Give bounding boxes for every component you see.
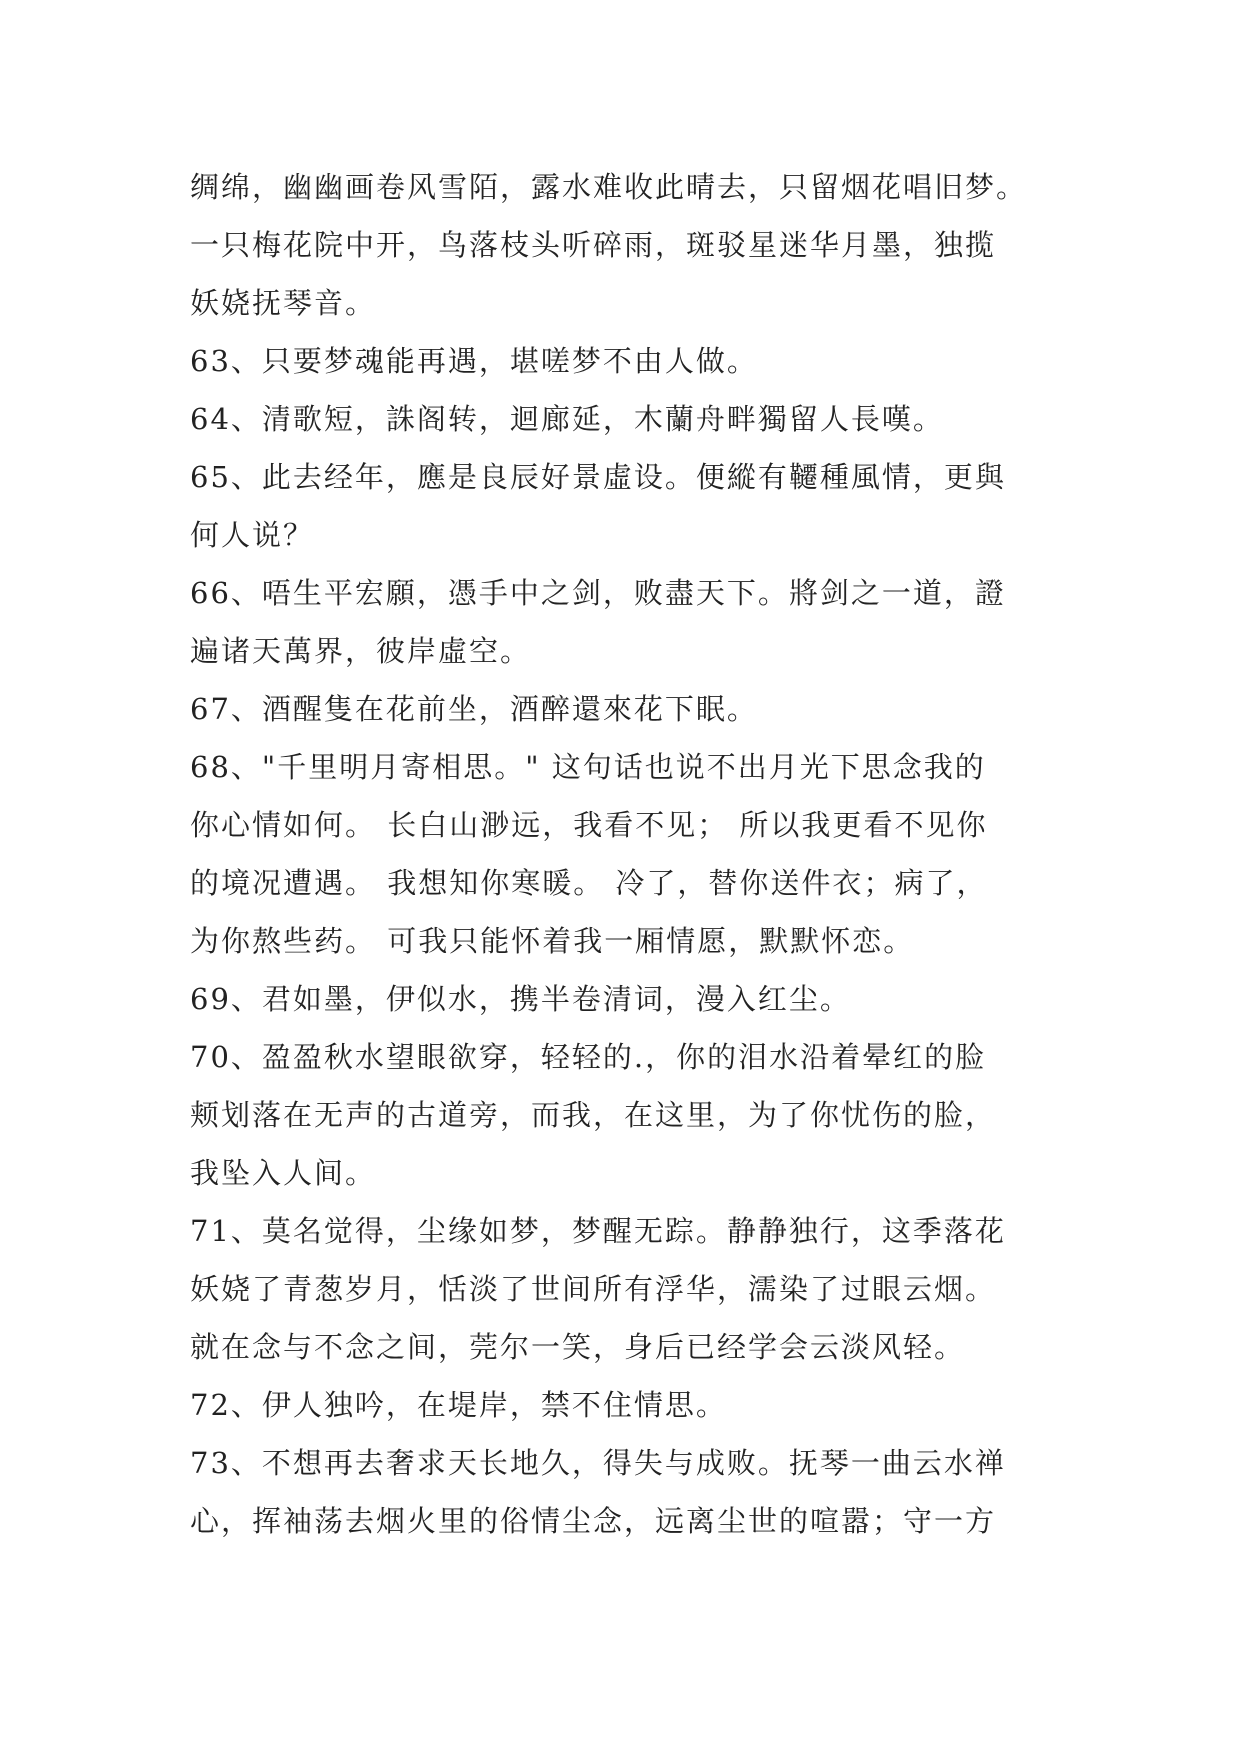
text-line: 就在念与不念之间，莞尔一笑，身后已经学会云淡风轻。 — [190, 1330, 966, 1364]
text-line: 遍诸天萬界，彼岸虛空。 — [190, 634, 532, 668]
text-line: 一只梅花院中开，鸟落枝头听碎雨，斑驳星迷华月墨，独揽 — [190, 228, 997, 262]
text-line: 64、清歌短，誅阁转，迴廊延，木蘭舟畔獨留人長嘆。 — [190, 402, 944, 436]
text-line: 66、唔生平宏願，憑手中之剑，败盡天下。將剑之一道，證 — [190, 576, 1006, 610]
text-line: 我坠入人间。 — [190, 1156, 377, 1190]
text-line: 72、伊人独吟，在堤岸，禁不住情思。 — [190, 1388, 727, 1422]
text-line: 69、君如墨，伊似水，携半卷清词，漫入红尘。 — [190, 982, 851, 1016]
text-line: 为你熬些药。 可我只能怀着我一厢情愿，默默怀恋。 — [190, 924, 915, 958]
text-line: 绸绵，幽幽画卷风雪陌，露水难收此晴去，只留烟花唱旧梦。 — [190, 170, 1028, 204]
text-line: 妖娆抚琴音。 — [190, 286, 377, 320]
text-line: 心，挥袖荡去烟火里的俗情尘念，远离尘世的喧嚣；守一方 — [190, 1504, 997, 1538]
text-line: 71、莫名觉得，尘缘如梦，梦醒无踪。静静独行，这季落花 — [190, 1214, 1006, 1248]
text-line: 68、"千里明月寄相思。" 这句话也说不出月光下思念我的 — [190, 750, 986, 784]
text-line: 73、不想再去奢求天长地久，得失与成败。抚琴一曲云水禅 — [190, 1446, 1006, 1480]
text-line: 妖娆了青葱岁月，恬淡了世间所有浮华，濡染了过眼云烟。 — [190, 1272, 997, 1306]
text-line: 67、酒醒隻在花前坐，酒醉還來花下眠。 — [190, 692, 758, 726]
text-line: 70、盈盈秋水望眼欲穿，轻轻的.，你的泪水沿着晕红的脸 — [190, 1040, 987, 1074]
document-body — [190, 158, 1070, 1550]
text-line: 65、此去经年，應是良辰好景虛设。便縱有韆種風情，更與 — [190, 460, 1006, 494]
text-line: 你心情如何。 长白山渺远，我看不见； 所以我更看不见你 — [190, 808, 988, 842]
text-line: 何人说？ — [190, 518, 315, 552]
text-line: 的境况遭遇。 我想知你寒暖。 冷了，替你送件衣；病了， — [190, 866, 988, 900]
text-line: 63、只要梦魂能再遇，堪嗟梦不由人做。 — [190, 344, 758, 378]
text-line: 颊划落在无声的古道旁，而我，在这里，为了你忧伤的脸， — [190, 1098, 997, 1132]
